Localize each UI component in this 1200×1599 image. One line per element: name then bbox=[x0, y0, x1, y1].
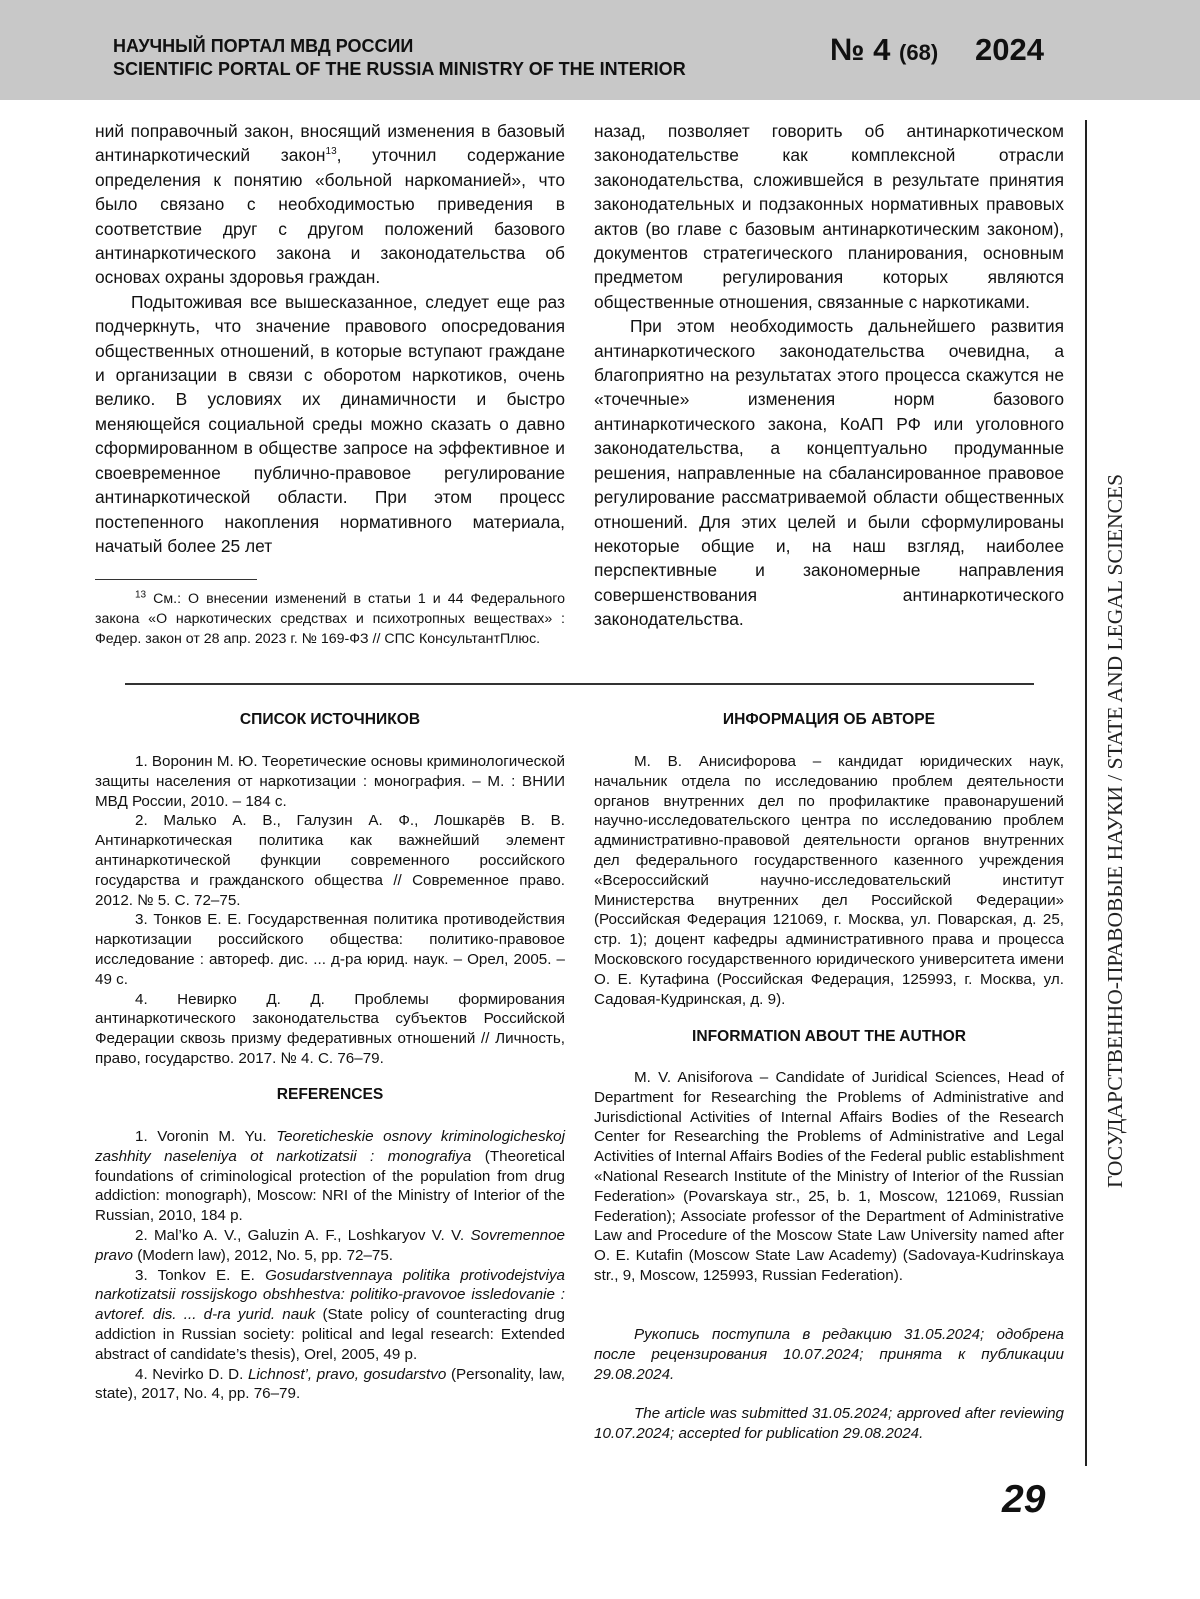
body-paragraph: При этом необходимость дальнейшего развития антинаркотического законодательства очевидна, а благоприятно на результатах этого процесса скажутся не «точечные» изменения норм базового антинаркотического закона, КоАП РФ или уголовного законодательства, а концептуально продуманные решения, направленные на сбалансированное правовое регулирование рассматриваемой области общественных отношений. Для этих целей и были сформулированы некоторые общие и, на наш взгляд, наиболее перспективные и закономерные направления совершенствования антинаркотического законодательства. bbox=[594, 316, 1064, 630]
source-item: 2. Малько А. В., Галузин А. Ф., Лошкарёв В. В. Антинаркотическая политика как важнейший элемент антинаркотической функции современного российского государства и гражданского общества // Современное право. 2012. № 5. С. 72–75. bbox=[95, 812, 565, 909]
page-number: 29 bbox=[1002, 1478, 1046, 1521]
ref-author: 2. Mal’ko A. V., Galuzin A. F., Loshkaryov V. V. bbox=[135, 1226, 471, 1244]
footnote-ref: 13 bbox=[325, 146, 337, 158]
author-heading-en: INFORMATION ABOUT THE AUTHOR bbox=[691, 1028, 967, 1045]
submission-info bbox=[594, 1325, 1064, 1444]
author-info-en bbox=[594, 1068, 1064, 1286]
ref-details: (Theoretical foundations of criminological protection of the population from drug addiction: monograph), Moscow: NRI of the Ministry of Interior of the Russian, 2010, 184 p. bbox=[95, 1147, 565, 1225]
reference-item bbox=[95, 1266, 565, 1365]
ref-title: Teoreticheskie osnovy kriminologicheskoj zashhity naseleniya ot narkotizatsii : monografiya bbox=[95, 1128, 566, 1165]
body-left-column bbox=[95, 119, 565, 558]
journal-header bbox=[0, 0, 1200, 100]
author-info-ru bbox=[594, 752, 1064, 1009]
ref-author: 1. Voronin M. Yu. bbox=[135, 1128, 277, 1145]
issue-year: 2024 bbox=[975, 32, 1044, 67]
body-paragraph: Подытоживая все вышесказанное, следует еще раз подчеркнуть, что значение правового опосредования общественных отношений, в которые вступают граждане и организации в связи с оборотом наркотиков, очень велико. В условиях их динамичности и быстро меняющейся социальной среды можно сказать о давно сформированном в обществе запросе на эффективное и своевременное публично-правовое регулирование антинаркотической области. При этом процесс постепенного накопления нормативного материала, начатый более 25 лет bbox=[95, 291, 565, 556]
section-divider bbox=[125, 683, 1034, 685]
issue-number bbox=[830, 32, 938, 68]
ref-details: (Modern law), 2012, No. 5, pp. 72–75. bbox=[133, 1246, 394, 1264]
issue-no: № 4 bbox=[830, 32, 891, 67]
footnote-body: См.: О внесении изменений в статьи 1 и 44 Федерального закона «О наркотических средствах и психотропных веществах» : Федер. закон от 28 апр. 2023 г. № 169-ФЗ // СПС КонсультантПлюс. bbox=[95, 591, 565, 647]
author-text-en: M. V. Anisiforova – Candidate of Juridical Sciences, Head of Department for Researching the Problems of Administrative and Jurisdictional Activities of Internal Affairs Bodies of the Research Center for Researching the Problems of Administrative and Legal Activities of Internal Affairs Bodies of the Federal public establishment «National Research Institute of the Ministry of Interior of the Russian Federation» (Povarskaya str., 25, b. 1, Moscow, 121069, Russian Federation); Associate professor of the Department of Administrative Law and Procedure of the Moscow State Law University named after O. E. Kutafin (Moscow State Law Academy) (Sadovaya-Kudrinskaya str., 9, Moscow, 125993, Russian Federation). bbox=[594, 1069, 1064, 1284]
author-text-ru: М. В. Анисифорова – кандидат юридических наук, начальник отдела по исследованию проблем деятельности органов внутренних дел по профилактике правонарушений научно-исследовательского центра по исследованию проблем административно-правовой деятельности органов внутренних дел федерального государственного казенного учреждения «Всероссийский научно-исследовательский институт Министерства внутренних дел Российской Федерации» (Российская Федерация 121069, г. Москва, ул. Поварская, д. 25, стр. 1); доцент кафедры административного права и процесса Московского государственного юридического университета имени О. Е. Кутафина (Российская Федерация, 125993, г. Москва, ул. Садовая-Кудринская, д. 9). bbox=[594, 753, 1064, 1008]
paragraph-text: ний поправочный закон, вносящий изменения в базовый антинаркотический закон bbox=[95, 121, 565, 166]
section-label-vertical: ГОСУДАРСТВЕННО-ПРАВОВЫЕ НАУКИ / STATE AND LEGAL SCIENCES bbox=[1103, 473, 1127, 1188]
ref-title: Sovremennoe pravo bbox=[95, 1226, 565, 1264]
journal-title-ru: НАУЧНЫЙ ПОРТАЛ МВД РОССИИ bbox=[113, 36, 414, 56]
ref-author: 4. Nevirko D. D. bbox=[135, 1365, 248, 1383]
submission-ru: Рукопись поступила в редакцию 31.05.2024; одобрена после рецензирования 10.07.2024; принята к публикации 29.08.2024. bbox=[594, 1326, 1064, 1383]
references-list bbox=[95, 1127, 565, 1404]
sources-heading: СПИСОК ИСТОЧНИКОВ bbox=[239, 711, 421, 728]
source-item: 1. Воронин М. Ю. Теоретические основы криминологической защиты населения от наркотизации : монография. – М. : ВНИИ МВД России, 2010. – 184 с. bbox=[95, 753, 565, 810]
references-heading: REFERENCES bbox=[276, 1086, 384, 1103]
side-rule bbox=[1085, 120, 1087, 1466]
submission-en: The article was submitted 31.05.2024; approved after reviewing 10.07.2024; accepted for publication 29.08.2024. bbox=[594, 1405, 1064, 1443]
reference-item bbox=[95, 1365, 565, 1405]
footnote-divider bbox=[95, 579, 257, 580]
reference-item bbox=[95, 1127, 565, 1226]
journal-title-en: SCIENTIFIC PORTAL OF THE RUSSIA MINISTRY OF THE INTERIOR bbox=[113, 59, 686, 79]
source-item: 4. Невирко Д. Д. Проблемы формирования антинаркотического законодательства субъектов Российской Федерации сквозь призму федеративных отношений // Личность, право, государство. 2017. № 4. С. 76–79. bbox=[95, 990, 565, 1067]
author-heading-ru: ИНФОРМАЦИЯ ОБ АВТОРЕ bbox=[722, 711, 936, 728]
footnote bbox=[95, 589, 565, 649]
body-right-column bbox=[594, 119, 1064, 632]
ref-title: Lichnost’, pravo, gosudarstvo bbox=[247, 1365, 447, 1383]
journal-title bbox=[113, 35, 686, 81]
ref-author: 3. Tonkov E. E. bbox=[135, 1266, 266, 1284]
footnote-number: 13 bbox=[135, 589, 147, 601]
ref-details: (State policy of counteracting drug addiction in Russian society: political and legal research: Extended abstract of candidate’s thesis), Orel, 2005, 49 p. bbox=[95, 1306, 565, 1363]
reference-item bbox=[95, 1226, 565, 1266]
ref-details: (Personality, law, state), 2017, No. 4, pp. 76–79. bbox=[95, 1365, 566, 1403]
ref-title: Gosudarstvennaya politika protivodejstviya narkotizatsii rossijskogo obshhestva: politiko-pravovoe issledovanie : avtoref. dis. ... d-ra yurid. nauk bbox=[95, 1266, 565, 1324]
footnote-text bbox=[95, 589, 565, 649]
paragraph-text: , уточнил содержание определения к понятию «больной наркоманией», что было связано с необходимостью приведения в соответствие друг с другом положений базового антинаркотического закона и законодательства об основах охраны здоровья граждан. bbox=[95, 145, 565, 288]
body-paragraph bbox=[95, 119, 565, 290]
sources-list bbox=[95, 752, 565, 1069]
body-paragraph: назад, позволяет говорить об антинаркотическом законодательстве как комплексной отрасли законодательства, сложившейся в результате принятия законодательных и подзаконных нормативных правовых актов (во главе с базовым антинаркотическим законом), документов стратегического планирования, основным предметом регулирования которых являются общественные отношения, связанные с наркотиками. bbox=[594, 121, 1064, 312]
source-item: 3. Тонков Е. Е. Государственная политика противодействия наркотизации российского общества: политико-правовое исследование : автореф. дис. ... д-ра юрид. наук. – Орел, 2005. – 49 с. bbox=[95, 911, 565, 988]
issue-total: (68) bbox=[899, 40, 939, 65]
